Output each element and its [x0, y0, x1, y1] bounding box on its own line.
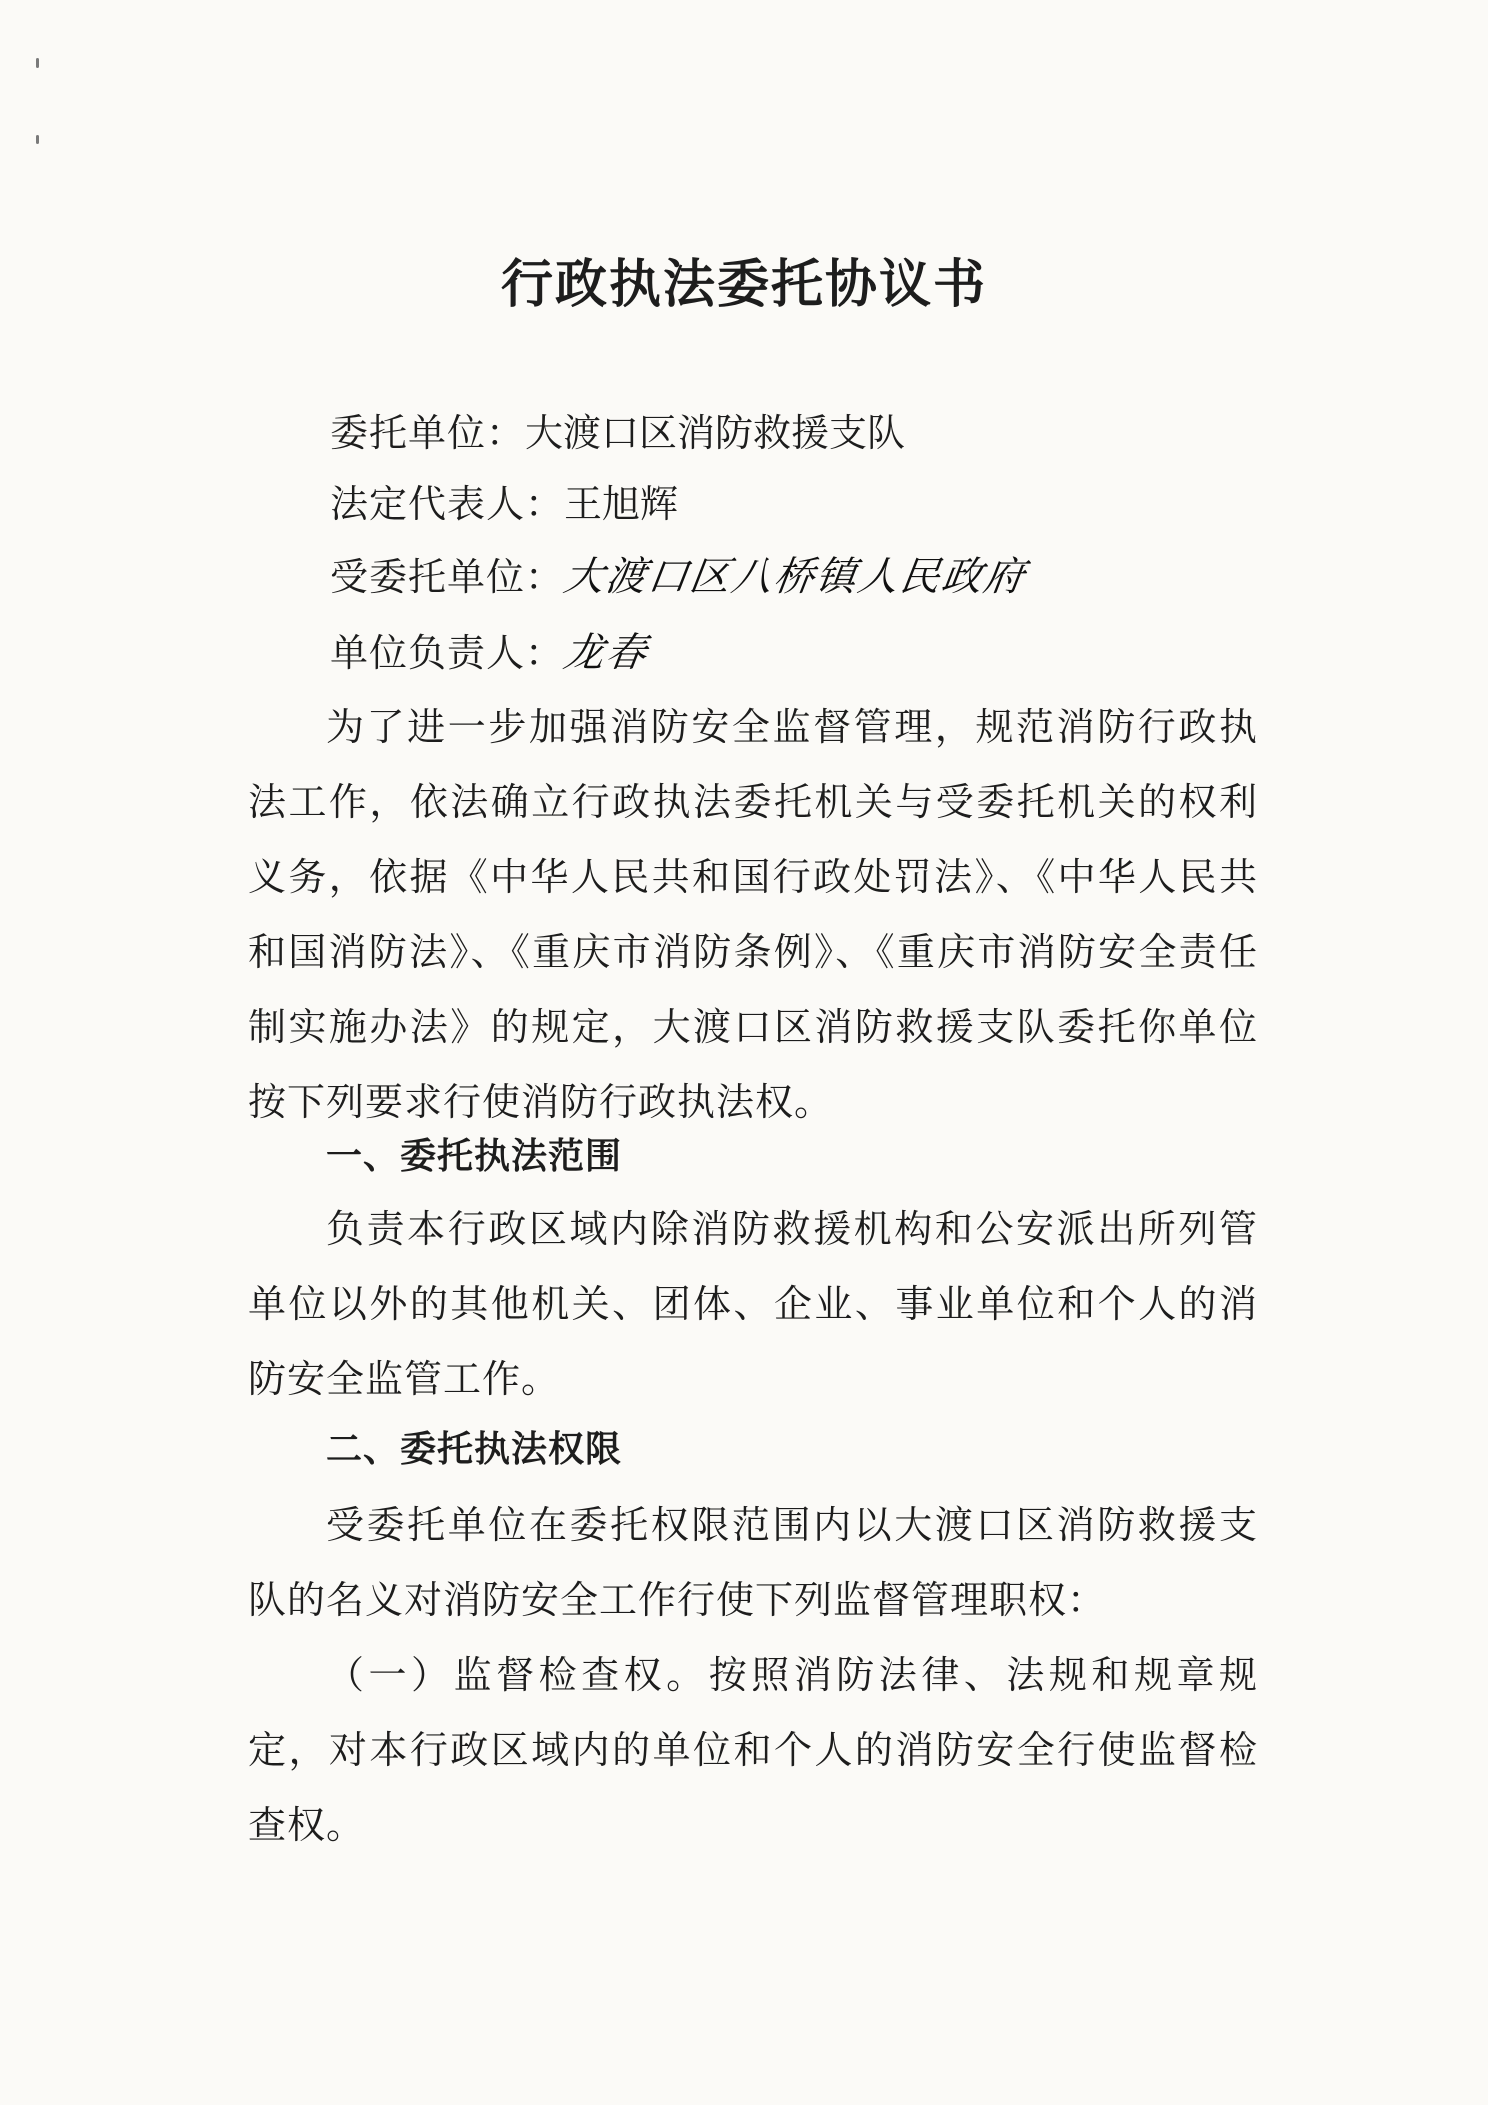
entrusted-unit-handwritten-value: 大渡口区八桥镇人民政府: [560, 554, 1030, 600]
intro-paragraph: 为了进一步加强消防安全监督管理，规范消防行政执法工作，依法确立行政执法委托机关与受委托机关的权利义务，依据《中华人民共和国行政处罚法》、《中华人民共和国消防法》、《重庆市消防条例》、《重庆市消防安全责任制实施办法》的规定，大渡口区消防救援支队委托你单位按下列要求行使消防行政执法权。: [248, 705, 1258, 1124]
entrusted-unit-label: 受委托单位：: [330, 555, 565, 599]
legal-rep-value: 王旭辉: [564, 482, 679, 526]
entrusting-unit-line: [330, 408, 905, 458]
unit-head-label: 单位负责人：: [330, 631, 565, 675]
section-2-heading: 二、委托执法权限: [326, 1429, 623, 1470]
unit-head-line: [330, 628, 652, 678]
unit-head-handwritten-signature: 龙春: [560, 630, 652, 676]
scan-speck: [36, 58, 39, 68]
section-2-paragraph: 受委托单位在委托权限范围内以大渡口区消防救援支队的名义对消防安全工作行使下列监督管理职权：: [248, 1503, 1258, 1622]
section-2-item-1: （一）监督检查权。按照消防法律、法规和规章规定，对本行政区域内的单位和个人的消防安全行使监督检查权。: [248, 1653, 1258, 1847]
legal-rep-label: 法定代表人：: [330, 482, 565, 526]
entrusting-unit-label: 委托单位：: [330, 411, 526, 455]
entrusting-unit-value: 大渡口区消防救援支队: [525, 411, 906, 455]
section-1-heading: 一、委托执法范围: [326, 1136, 623, 1177]
scan-speck: [36, 135, 39, 144]
section-1-paragraph: 负责本行政区域内除消防救援机构和公安派出所列管单位以外的其他机关、团体、企业、事业单位和个人的消防安全监管工作。: [248, 1207, 1258, 1401]
legal-rep-line: [330, 479, 678, 529]
entrusted-unit-line: [330, 552, 1030, 602]
document-title: 行政执法委托协议书: [500, 254, 987, 315]
